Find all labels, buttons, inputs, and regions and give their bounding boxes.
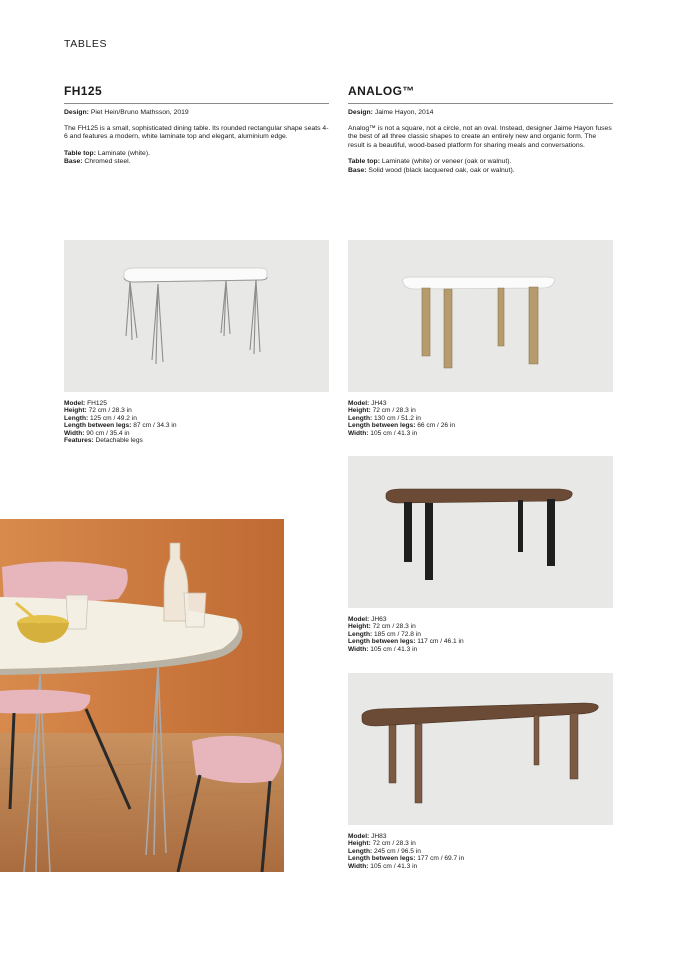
material-label: Base:	[64, 158, 83, 166]
fh125-table-photo	[64, 240, 329, 392]
spec-label: Length between legs:	[348, 855, 416, 863]
spec-line	[64, 400, 177, 407]
product-title: FH125	[64, 84, 329, 104]
spec-value: 105 cm / 41.3 in	[370, 645, 418, 653]
spec-line	[64, 407, 177, 414]
spec-label: Height:	[348, 840, 371, 848]
product-designer	[64, 109, 329, 116]
spec-value: 72 cm / 28.3 in	[372, 840, 416, 848]
spec-label: Length between legs:	[64, 422, 132, 430]
spec-value: 245 cm / 96.5 in	[374, 847, 421, 855]
spec-line	[348, 833, 464, 840]
design-value: Piet Hein/Bruno Mathsson, 2019	[90, 109, 189, 116]
spec-line	[348, 638, 464, 645]
material-line	[348, 158, 613, 166]
spec-value: 72 cm / 28.3 in	[372, 623, 416, 631]
jh43-table-photo	[348, 240, 613, 392]
product-materials	[64, 150, 329, 167]
spec-label: Width:	[348, 862, 369, 870]
spec-line	[348, 840, 464, 847]
product-description: The FH125 is a small, sophisticated dining table. Its rounded rectangular shape seats 4-6 and features a modern, white laminate top and elegant, aluminium edge.	[64, 125, 329, 141]
spec-label: Length:	[348, 847, 373, 855]
spec-label: Model:	[348, 616, 370, 623]
spec-label: Width:	[64, 429, 85, 437]
spec-label: Width:	[348, 429, 369, 437]
jh83-specs	[348, 833, 464, 870]
spec-line	[64, 437, 177, 444]
spec-line	[64, 430, 177, 437]
spec-label: Length:	[348, 414, 373, 422]
spec-line	[348, 616, 464, 623]
spec-label: Width:	[348, 645, 369, 653]
spec-line	[348, 863, 464, 870]
material-label: Table top:	[348, 158, 380, 166]
spec-label: Height:	[348, 623, 371, 631]
jh63-specs	[348, 616, 464, 653]
design-label: Design:	[64, 109, 89, 116]
spec-label: Height:	[64, 407, 87, 415]
spec-line	[348, 400, 455, 407]
spec-value: 177 cm / 69.7 in	[417, 855, 465, 863]
product-title: ANALOG™	[348, 84, 613, 104]
spec-value: 87 cm / 34.3 in	[133, 422, 177, 430]
spec-label: Height:	[348, 407, 371, 415]
spec-line	[348, 430, 455, 437]
design-label: Design:	[348, 109, 373, 116]
spec-line	[64, 422, 177, 429]
spec-value: 66 cm / 26 in	[417, 422, 456, 430]
spec-line	[348, 848, 464, 855]
product-analog	[348, 84, 613, 175]
spec-label: Length:	[348, 630, 373, 638]
spec-value: JH63	[371, 616, 387, 623]
product-description: Analog™ is not a square, not a circle, not an oval. Instead, designer Jaime Hayon fuses the best of all three classic shapes to create an entirely new and organic form. The result is a beautiful, wood-based platform for sharing meals and conversations.	[348, 125, 612, 149]
spec-label: Features:	[64, 437, 94, 445]
spec-value: 72 cm / 28.3 in	[372, 407, 416, 415]
material-label: Base:	[348, 166, 367, 174]
material-value: Solid wood (black lacquered oak, oak or walnut).	[368, 166, 515, 174]
spec-value: 105 cm / 41.3 in	[370, 429, 418, 437]
spec-line	[348, 646, 464, 653]
spec-value: FH125	[87, 400, 107, 407]
jh43-specs	[348, 400, 455, 437]
spec-label: Model:	[348, 833, 370, 840]
spec-line	[348, 623, 464, 630]
material-value: Laminate (white).	[97, 149, 150, 157]
spec-line	[64, 415, 177, 422]
fh125-specs	[64, 400, 177, 444]
spec-line	[348, 415, 455, 422]
product-fh125	[64, 84, 329, 167]
material-line	[64, 158, 329, 166]
jh63-table-photo	[348, 456, 613, 608]
material-label: Table top:	[64, 149, 96, 157]
product-materials	[348, 158, 613, 175]
section-title: TABLES	[64, 38, 108, 50]
spec-value: Detachable legs	[95, 437, 143, 445]
spec-line	[348, 422, 455, 429]
design-value: Jaime Hayon, 2014	[374, 109, 434, 116]
spec-value: 72 cm / 28.3 in	[88, 407, 132, 415]
spec-label: Model:	[348, 400, 370, 407]
spec-value: 130 cm / 51.2 in	[374, 414, 421, 422]
spec-value: 117 cm / 46.1 in	[417, 638, 464, 646]
material-value: Chromed steel.	[84, 158, 131, 166]
spec-value: 105 cm / 41.3 in	[370, 862, 418, 870]
spec-value: 185 cm / 72.8 in	[374, 630, 421, 638]
spec-value: JH43	[371, 400, 387, 407]
product-designer	[348, 109, 613, 116]
material-line	[64, 150, 329, 158]
spec-label: Length between legs:	[348, 638, 416, 646]
spec-label: Length:	[64, 414, 89, 422]
spec-line	[348, 855, 464, 862]
jh83-table-photo	[348, 673, 613, 825]
spec-value: 125 cm / 49.2 in	[90, 414, 137, 422]
spec-line	[348, 631, 464, 638]
spec-line	[348, 407, 455, 414]
spec-value: 90 cm / 35.4 in	[86, 429, 130, 437]
spec-label: Model:	[64, 400, 86, 407]
lifestyle-photo	[0, 519, 284, 872]
spec-label: Length between legs:	[348, 422, 416, 430]
material-line	[348, 167, 613, 175]
material-value: Laminate (white) or veneer (oak or walnut).	[381, 158, 512, 166]
spec-value: JH83	[371, 833, 387, 840]
